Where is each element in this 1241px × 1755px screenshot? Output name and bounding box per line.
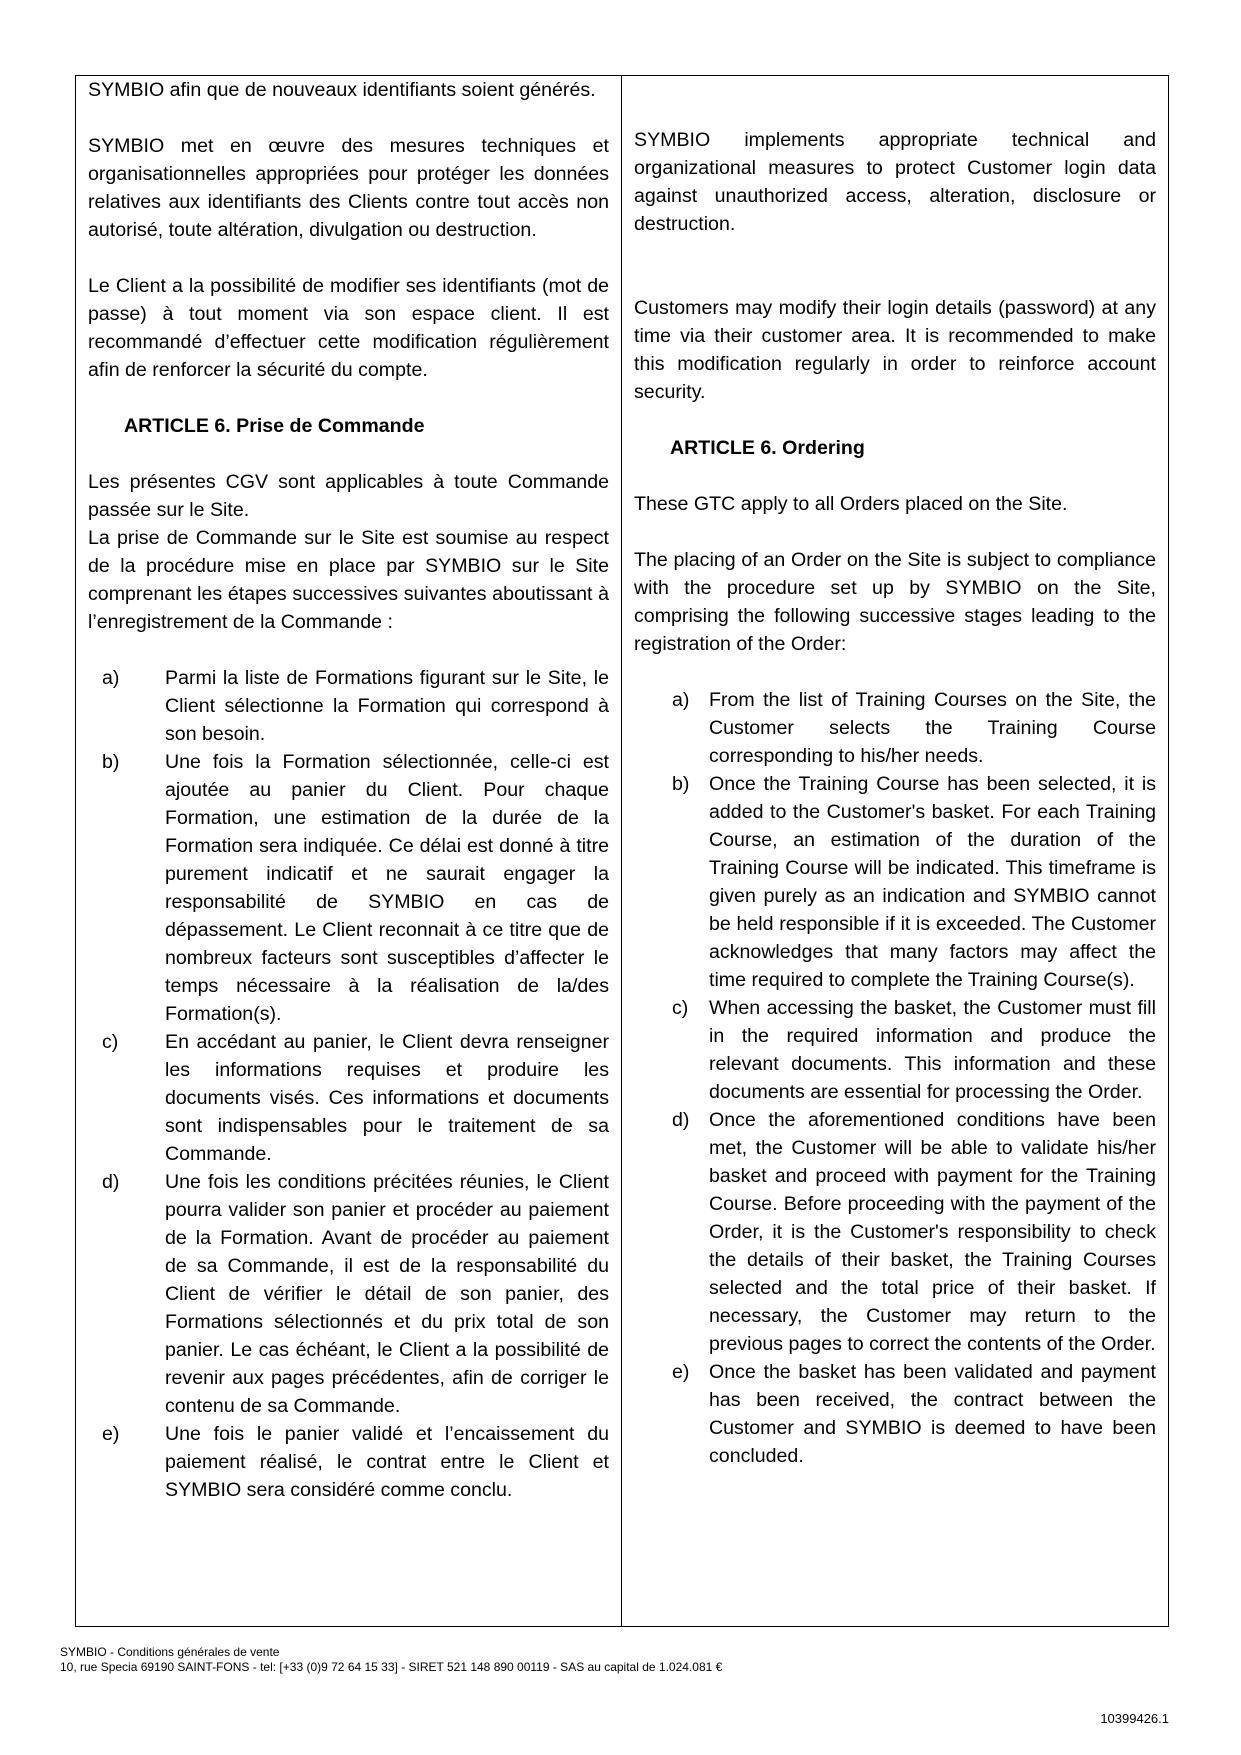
en-paragraph-1: SYMBIO implements appropriate technical and organizational measures to protect Customer login data against unauthorized access, alteration, disclosure or destruction. <box>634 129 1156 235</box>
list-marker: e) <box>102 1423 120 1445</box>
list-item <box>634 1106 1156 1358</box>
fr-article-heading: ARTICLE 6. Prise de Commande <box>124 415 425 437</box>
fr-paragraph-3: Le Client a la possibilité de modifier ses identifiants (mot de passe) à tout moment via son espace client. Il est recommandé d’effectuer cette modification régulièrement afin de renforcer la sécurité du compte. <box>88 275 609 381</box>
footer-address: 10, rue Specia 69190 SAINT-FONS - tel: [+33 (0)9 72 64 15 33] - SIRET 521 148 890 00119 - SAS au capital de 1.024.081 € <box>60 1660 723 1674</box>
list-marker: a) <box>672 689 690 711</box>
list-item <box>88 1168 609 1420</box>
list-item-text: Une fois le panier validé et l’encaissement du paiement réalisé, le contrat entre le Client et SYMBIO sera considéré comme conclu. <box>165 1423 609 1501</box>
list-item <box>88 748 609 1028</box>
en-paragraph-4: The placing of an Order on the Site is subject to compliance with the procedure set up by SYMBIO on the Site, comprising the following successive stages leading to the registration of the Order: <box>634 549 1156 655</box>
list-item <box>634 994 1156 1106</box>
list-item-text: Once the aforementioned conditions have been met, the Customer will be able to validate his/her basket and proceed with payment for the Training Course. Before proceeding with the payment of the Order, it is the Customer's responsibility to check the details of their basket, the Training Courses selected and the total price of their basket. If necessary, the Customer may return to the previous pages to correct the contents of the Order. <box>709 1109 1156 1355</box>
list-marker: e) <box>672 1361 690 1383</box>
page-footer <box>60 1645 722 1675</box>
list-item-text: From the list of Training Courses on the Site, the Customer selects the Training Course corresponding to his/her needs. <box>709 689 1156 767</box>
list-item <box>88 1028 609 1168</box>
list-item-text: Parmi la liste de Formations figurant sur le Site, le Client sélectionne la Formation qui correspond à son besoin. <box>165 667 609 745</box>
list-item <box>634 770 1156 994</box>
fr-paragraph-2: SYMBIO met en œuvre des mesures techniques et organisationnelles appropriées pour protéger les données relatives aux identifiants des Clients contre tout accès non autorisé, toute altération, divulgation ou destruction. <box>88 135 609 241</box>
list-marker: b) <box>102 751 120 773</box>
list-marker: c) <box>672 997 689 1019</box>
french-column <box>76 76 622 1626</box>
list-marker: a) <box>102 667 120 689</box>
fr-paragraph-4: Les présentes CGV sont applicables à toute Commande passée sur le Site. <box>88 471 609 521</box>
bilingual-table <box>75 75 1169 1627</box>
en-steps-list <box>634 686 1156 1470</box>
document-number: 10399426.1 <box>1100 1711 1169 1726</box>
list-marker: c) <box>102 1031 119 1053</box>
english-column <box>622 76 1168 1626</box>
list-item <box>634 1358 1156 1470</box>
list-item <box>634 686 1156 770</box>
list-marker: d) <box>672 1109 690 1131</box>
list-item <box>88 1420 609 1504</box>
fr-paragraph-1: SYMBIO afin que de nouveaux identifiants soient générés. <box>88 79 596 101</box>
list-item <box>88 664 609 748</box>
en-paragraph-3: These GTC apply to all Orders placed on the Site. <box>634 493 1068 515</box>
en-article-heading: ARTICLE 6. Ordering <box>670 437 865 459</box>
footer-title: SYMBIO - Conditions générales de vente <box>60 1645 280 1659</box>
fr-paragraph-5: La prise de Commande sur le Site est soumise au respect de la procédure mise en place par SYMBIO sur le Site comprenant les étapes successives suivantes aboutissant à l’enregistrement de la Commande : <box>88 527 609 633</box>
en-paragraph-2: Customers may modify their login details (password) at any time via their customer area. It is recommended to make this modification regularly in order to reinforce account security. <box>634 297 1156 403</box>
list-marker: b) <box>672 773 690 795</box>
list-item-text: Once the basket has been validated and payment has been received, the contract between the Customer and SYMBIO is deemed to have been concluded. <box>709 1361 1156 1467</box>
fr-steps-list <box>88 664 609 1504</box>
list-item-text: When accessing the basket, the Customer must fill in the required information and produce the relevant documents. This information and these documents are essential for processing the Order. <box>709 997 1156 1103</box>
list-item-text: Une fois les conditions précitées réunies, le Client pourra valider son panier et procéder au paiement de la Formation. Avant de procéder au paiement de sa Commande, il est de la responsabilité du Client de vérifier le détail de son panier, des Formations sélectionnés et du prix total de son panier. Le cas échéant, le Client a la possibilité de revenir aux pages précédentes, afin de corriger le contenu de sa Commande. <box>165 1171 609 1417</box>
list-item-text: Once the Training Course has been selected, it is added to the Customer's basket. For each Training Course, an estimation of the duration of the Training Course will be indicated. This timeframe is given purely as an indication and SYMBIO cannot be held responsible if it is exceeded. The Customer acknowledges that many factors may affect the time required to complete the Training Course(s). <box>709 773 1156 991</box>
list-marker: d) <box>102 1171 120 1193</box>
list-item-text: Une fois la Formation sélectionnée, celle-ci est ajoutée au panier du Client. Pour chaque Formation, une estimation de la durée de la Formation sera indiquée. Ce délai est donné à titre purement indicatif et ne saurait engager la responsabilité de SYMBIO en cas de dépassement. Le Client reconnait à ce titre que de nombreux facteurs sont susceptibles d’affecter le temps nécessaire à la réalisation de la/des Formation(s). <box>165 751 609 1025</box>
list-item-text: En accédant au panier, le Client devra renseigner les informations requises et produire les documents visés. Ces informations et documents sont indispensables pour le traitement de sa Commande. <box>165 1031 609 1165</box>
